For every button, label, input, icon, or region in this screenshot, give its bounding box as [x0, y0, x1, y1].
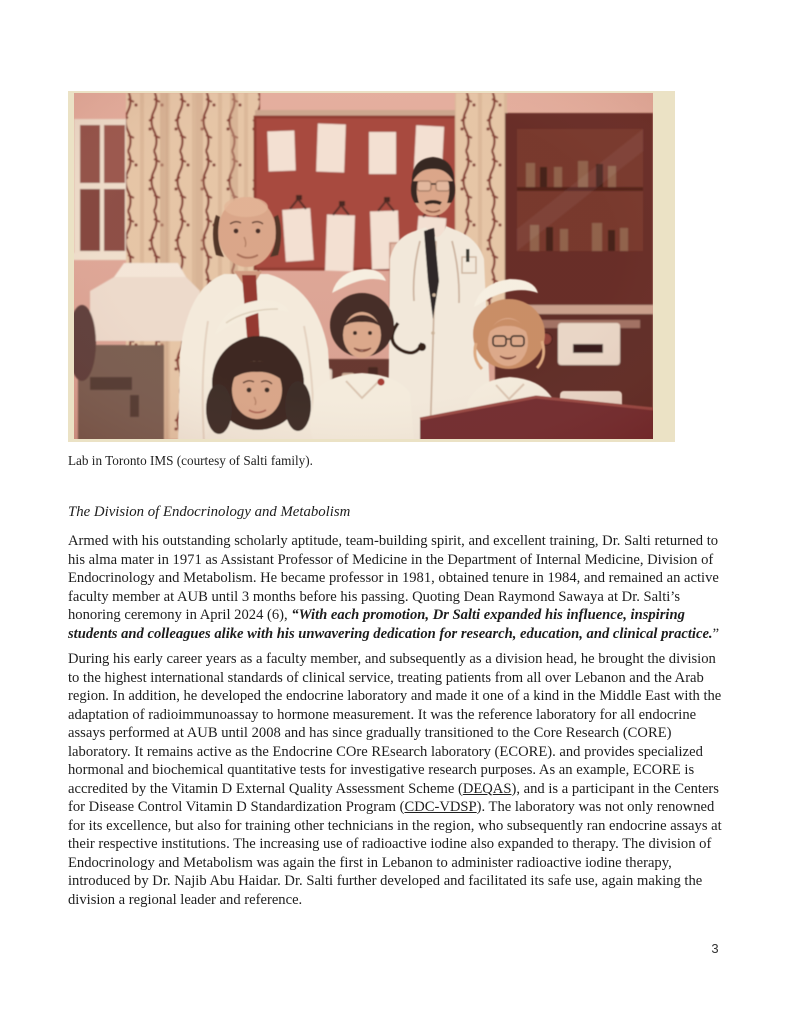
photo-caption: Lab in Toronto IMS (courtesy of Salti family).	[68, 453, 313, 468]
p1-closing-quote: ”	[712, 625, 720, 642]
photo-vignette	[74, 93, 653, 439]
section-heading: The Division of Endocrinology and Metabolism	[68, 504, 351, 520]
p2-text-1: During his early career years as a faculty member, and subsequently as a division head, he brought the division to the highest international standards of clinical service, treating patients from all over Lebanon and the Arab region. In addition, he developed the endocrine laboratory and made it one of a kind in the Middle East with the adaptation of radioimmunoassay to hormone measurement. It was the reference laboratory for all endocrine assays performed at AUB until 2008 and has since gradually transitioned to the Core Research (CORE) laboratory. It remains active as the Endocrine COre REsearch laboratory (ECORE). and provides specialized hormonal and biochemical quantitative tests for investigative research purposes. As an example, ECORE is accredited by the Vitamin D External Quality Assessment Scheme (	[68, 651, 722, 797]
page-number: 3	[711, 941, 719, 956]
link-deqas[interactable]: DEQAS	[462, 780, 512, 797]
p2-text-2: ), and is a participant in the Centers for Disease Control Vitamin D Standardization Program (	[68, 780, 719, 815]
p1-text: Armed with his outstanding scholarly aptitude, team-building spirit, and excellent training, Dr. Salti returned to his alma mater in 1971 as Assistant Professor of Medicine in the Department of Internal Medicine, Division of Endocrinology and Metabolism. He became professor in 1981, obtained tenure in 1984, and remained an active faculty member at AUB until 3 months before his passing. Quoting Dean Raymond Sawaya at Dr. Salti’s honoring ceremony in April 2024 (6),	[68, 533, 719, 623]
paragraph-2	[68, 650, 728, 909]
p2-text-3: ). The laboratory was not only renowned for its excellence, but also for training other technicians in the region, who subsequently ran endocrine assays at their respective institutions. The increasing use of radioactive iodine also expanded to therapy. The division of Endocrinology and Metabolism was again the first in Lebanon to administer radioactive iodine therapy, introduced by Dr. Najib Abu Haidar. Dr. Salti further developed and facilitated its safe use, again making the division a regional leader and reference.	[68, 799, 722, 908]
lab-photo	[68, 91, 675, 442]
p1-quote: “With each promotion, Dr Salti expanded his influence, inspiring students and colleagues alike with his unwavering dedication for research, education, and clinical practice.	[68, 607, 713, 642]
paragraph-1	[68, 532, 728, 643]
link-cdc-vdsp[interactable]: CDC-VDSP	[404, 799, 477, 815]
lab-photo-figure	[68, 91, 675, 442]
